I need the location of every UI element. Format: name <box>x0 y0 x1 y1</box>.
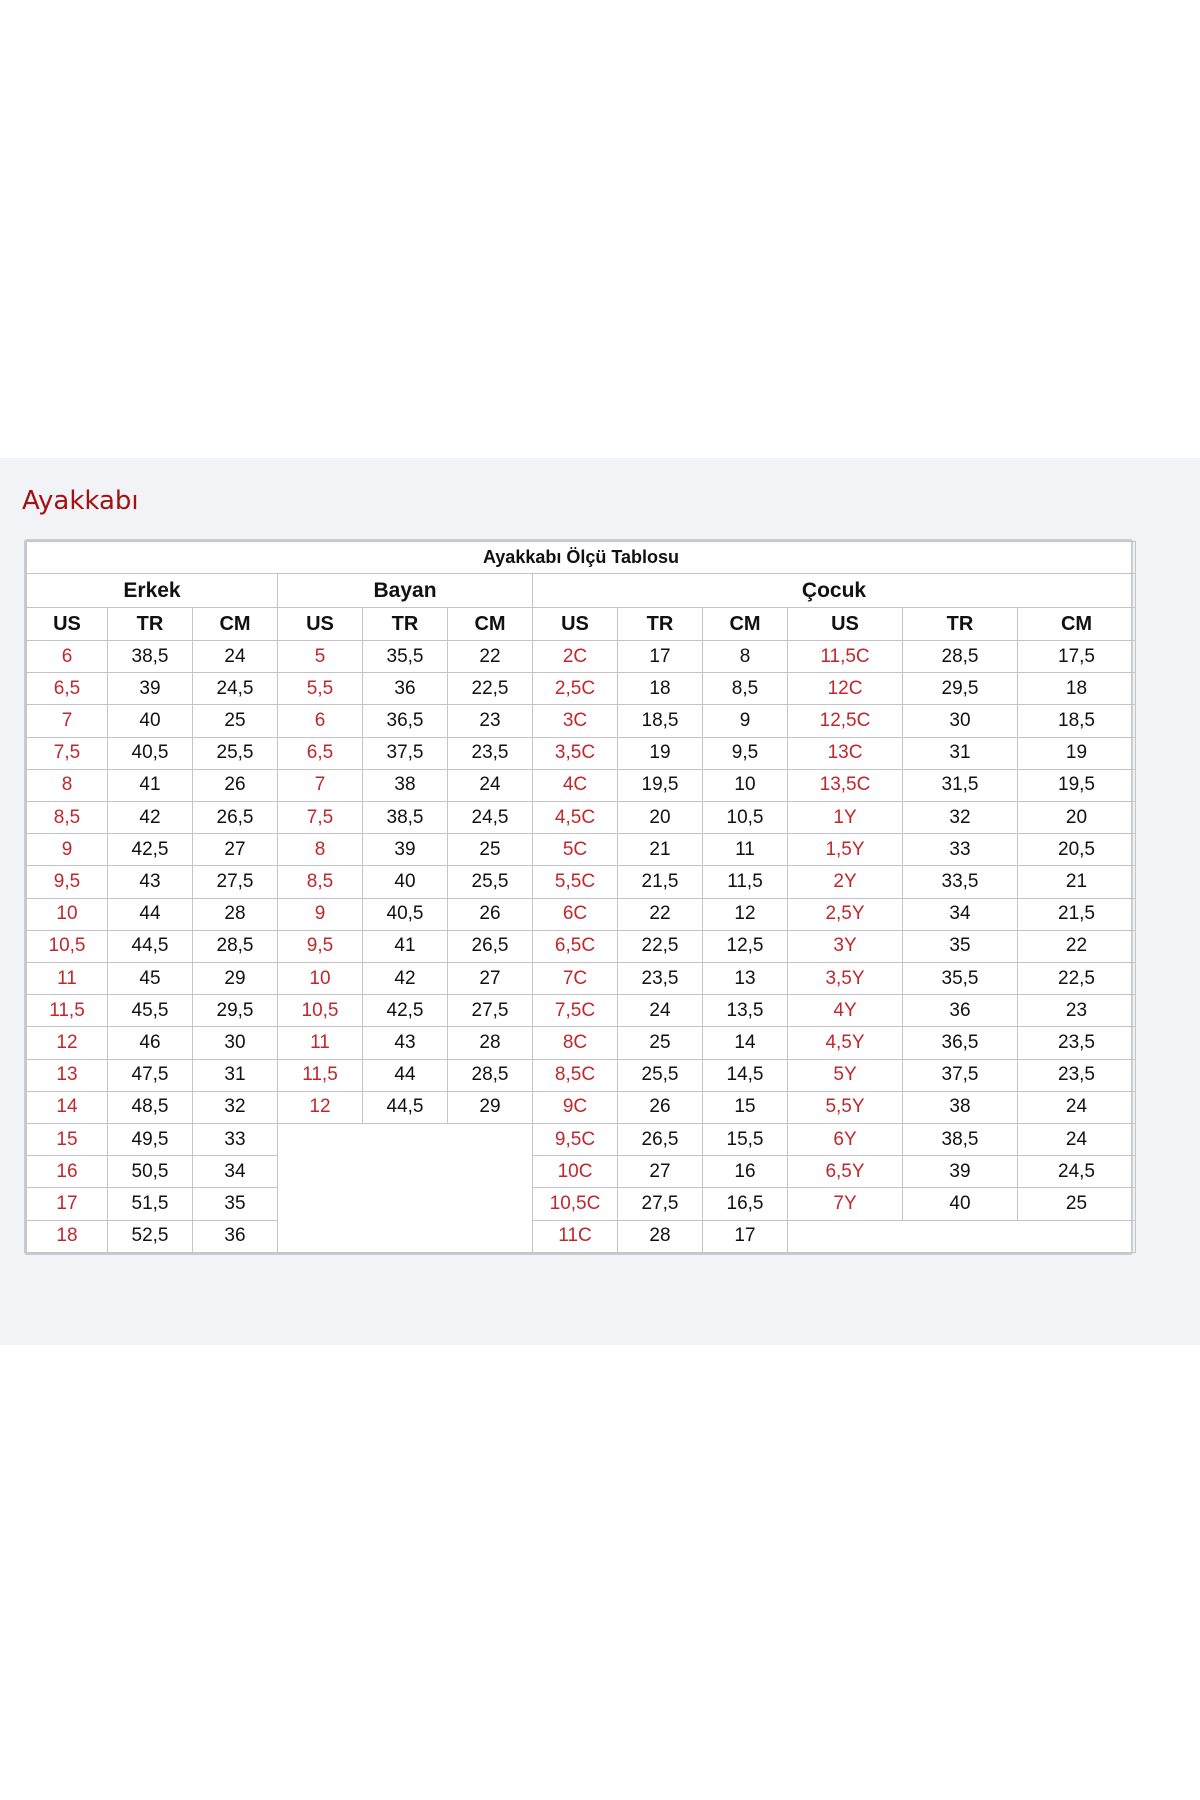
cocuk-2-tr-cell: 33 <box>903 834 1018 866</box>
bayan-us-cell: 10,5 <box>278 995 363 1027</box>
cocuk-1-cm-cell: 15,5 <box>703 1124 788 1156</box>
erkek-us-cell: 6,5 <box>27 673 108 705</box>
bayan-tr-cell: 42,5 <box>363 995 448 1027</box>
erkek-us-cell: 10,5 <box>27 930 108 962</box>
cocuk-2-us-cell: 6Y <box>788 1124 903 1156</box>
cocuk-2-us-cell: 13,5C <box>788 769 903 801</box>
cocuk-1-tr-cell: 22,5 <box>618 930 703 962</box>
bayan-us-cell: 5,5 <box>278 673 363 705</box>
cocuk-2-cm-cell: 17,5 <box>1018 641 1136 673</box>
cocuk-1-us-cell: 2C <box>533 641 618 673</box>
empty-area <box>788 1220 1136 1252</box>
erkek-cm-cell: 34 <box>193 1156 278 1188</box>
bayan-tr-cell: 44 <box>363 1059 448 1091</box>
erkek-cm-cell: 24 <box>193 641 278 673</box>
cocuk-1-us-cell: 7,5C <box>533 995 618 1027</box>
cocuk-1-tr-cell: 23,5 <box>618 963 703 995</box>
erkek-us-cell: 11 <box>27 963 108 995</box>
erkek-tr-cell: 50,5 <box>108 1156 193 1188</box>
erkek-tr-cell: 42 <box>108 802 193 834</box>
table-row <box>27 930 1136 962</box>
erkek-tr-cell: 46 <box>108 1027 193 1059</box>
cocuk-2-us-cell: 4,5Y <box>788 1027 903 1059</box>
cocuk-2-tr-cell: 35,5 <box>903 963 1018 995</box>
bayan-cm-cell: 23 <box>448 705 533 737</box>
bayan-us-cell: 10 <box>278 963 363 995</box>
erkek-cm-cell: 31 <box>193 1059 278 1091</box>
erkek-cm-cell: 25,5 <box>193 737 278 769</box>
cocuk-2-cm-cell: 21 <box>1018 866 1136 898</box>
erkek-us-cell: 7,5 <box>27 737 108 769</box>
cocuk-2-tr-cell: 39 <box>903 1156 1018 1188</box>
table-title: Ayakkabı Ölçü Tablosu <box>27 542 1136 574</box>
cocuk-2-tr-cell: 31 <box>903 737 1018 769</box>
table-row <box>27 866 1136 898</box>
size-table <box>26 541 1136 1253</box>
cocuk-1-tr-cell: 18,5 <box>618 705 703 737</box>
cocuk-1-tr-cell: 22 <box>618 898 703 930</box>
bayan-cm-cell: 24,5 <box>448 802 533 834</box>
cocuk-1-tr-cell: 19,5 <box>618 769 703 801</box>
cocuk-2-tr-cell: 31,5 <box>903 769 1018 801</box>
cocuk-2-us-cell: 5Y <box>788 1059 903 1091</box>
erkek-us-cell: 13 <box>27 1059 108 1091</box>
bayan-tr-cell: 38 <box>363 769 448 801</box>
cocuk-1-tr-cell: 17 <box>618 641 703 673</box>
erkek-tr-cell: 44 <box>108 898 193 930</box>
erkek-tr-cell: 42,5 <box>108 834 193 866</box>
cocuk-1-tr-cell: 26 <box>618 1091 703 1123</box>
cocuk-2-us-cell: 2Y <box>788 866 903 898</box>
bayan-tr-cell: 40,5 <box>363 898 448 930</box>
cocuk-2-cm-cell: 24 <box>1018 1124 1136 1156</box>
bayan-us-cell: 8 <box>278 834 363 866</box>
table-row <box>27 1091 1136 1123</box>
col-header-cocuk-2-cm: CM <box>1018 608 1136 641</box>
cocuk-1-cm-cell: 14,5 <box>703 1059 788 1091</box>
cocuk-2-cm-cell: 25 <box>1018 1188 1136 1220</box>
cocuk-2-tr-cell: 29,5 <box>903 673 1018 705</box>
erkek-us-cell: 9 <box>27 834 108 866</box>
page-heading: Ayakkabı <box>22 486 139 516</box>
erkek-cm-cell: 36 <box>193 1220 278 1252</box>
cocuk-1-us-cell: 2,5C <box>533 673 618 705</box>
erkek-us-cell: 16 <box>27 1156 108 1188</box>
cocuk-1-us-cell: 11C <box>533 1220 618 1252</box>
erkek-tr-cell: 41 <box>108 769 193 801</box>
table-row <box>27 641 1136 673</box>
col-header-cocuk-1-tr: TR <box>618 608 703 641</box>
bayan-us-cell: 12 <box>278 1091 363 1123</box>
erkek-tr-cell: 52,5 <box>108 1220 193 1252</box>
erkek-us-cell: 14 <box>27 1091 108 1123</box>
bayan-us-cell: 9 <box>278 898 363 930</box>
bayan-us-cell: 11 <box>278 1027 363 1059</box>
erkek-us-cell: 6 <box>27 641 108 673</box>
cocuk-1-tr-cell: 20 <box>618 802 703 834</box>
cocuk-2-cm-cell: 19,5 <box>1018 769 1136 801</box>
cocuk-1-us-cell: 7C <box>533 963 618 995</box>
erkek-cm-cell: 35 <box>193 1188 278 1220</box>
bayan-us-cell: 5 <box>278 641 363 673</box>
cocuk-2-tr-cell: 40 <box>903 1188 1018 1220</box>
bayan-cm-cell: 27 <box>448 963 533 995</box>
erkek-cm-cell: 33 <box>193 1124 278 1156</box>
cocuk-2-us-cell: 1,5Y <box>788 834 903 866</box>
bayan-cm-cell: 27,5 <box>448 995 533 1027</box>
col-header-cocuk-2-tr: TR <box>903 608 1018 641</box>
cocuk-2-cm-cell: 20,5 <box>1018 834 1136 866</box>
erkek-tr-cell: 44,5 <box>108 930 193 962</box>
erkek-cm-cell: 26,5 <box>193 802 278 834</box>
cocuk-1-us-cell: 3C <box>533 705 618 737</box>
cocuk-1-tr-cell: 26,5 <box>618 1124 703 1156</box>
erkek-tr-cell: 38,5 <box>108 641 193 673</box>
erkek-tr-cell: 40,5 <box>108 737 193 769</box>
cocuk-2-cm-cell: 19 <box>1018 737 1136 769</box>
bayan-us-cell: 7,5 <box>278 802 363 834</box>
erkek-cm-cell: 27 <box>193 834 278 866</box>
cocuk-1-tr-cell: 18 <box>618 673 703 705</box>
table-row <box>27 898 1136 930</box>
bayan-us-cell: 6,5 <box>278 737 363 769</box>
erkek-us-cell: 11,5 <box>27 995 108 1027</box>
erkek-us-cell: 18 <box>27 1220 108 1252</box>
empty-area <box>278 1124 533 1253</box>
cocuk-2-us-cell: 2,5Y <box>788 898 903 930</box>
cocuk-2-tr-cell: 28,5 <box>903 641 1018 673</box>
bayan-us-cell: 6 <box>278 705 363 737</box>
bayan-us-cell: 8,5 <box>278 866 363 898</box>
cocuk-1-cm-cell: 16 <box>703 1156 788 1188</box>
bayan-tr-cell: 43 <box>363 1027 448 1059</box>
group-cocuk: Çocuk <box>533 574 1136 608</box>
table-row <box>27 963 1136 995</box>
cocuk-2-us-cell: 12C <box>788 673 903 705</box>
erkek-us-cell: 17 <box>27 1188 108 1220</box>
cocuk-1-us-cell: 10C <box>533 1156 618 1188</box>
erkek-tr-cell: 39 <box>108 673 193 705</box>
cocuk-2-us-cell: 6,5Y <box>788 1156 903 1188</box>
bayan-cm-cell: 29 <box>448 1091 533 1123</box>
cocuk-1-us-cell: 6C <box>533 898 618 930</box>
bayan-tr-cell: 35,5 <box>363 641 448 673</box>
table-row <box>27 769 1136 801</box>
cocuk-2-cm-cell: 18 <box>1018 673 1136 705</box>
cocuk-1-cm-cell: 11,5 <box>703 866 788 898</box>
erkek-us-cell: 8,5 <box>27 802 108 834</box>
cocuk-2-us-cell: 13C <box>788 737 903 769</box>
bayan-cm-cell: 26 <box>448 898 533 930</box>
erkek-cm-cell: 28,5 <box>193 930 278 962</box>
table-row <box>27 834 1136 866</box>
bayan-tr-cell: 36 <box>363 673 448 705</box>
cocuk-1-us-cell: 8C <box>533 1027 618 1059</box>
table-row <box>27 737 1136 769</box>
bayan-cm-cell: 25 <box>448 834 533 866</box>
cocuk-2-cm-cell: 23,5 <box>1018 1027 1136 1059</box>
table-row <box>27 673 1136 705</box>
cocuk-1-tr-cell: 27 <box>618 1156 703 1188</box>
erkek-tr-cell: 49,5 <box>108 1124 193 1156</box>
bayan-tr-cell: 38,5 <box>363 802 448 834</box>
cocuk-1-tr-cell: 21,5 <box>618 866 703 898</box>
table-row <box>27 1188 1136 1220</box>
col-header-erkek-cm: CM <box>193 608 278 641</box>
erkek-tr-cell: 40 <box>108 705 193 737</box>
cocuk-2-us-cell: 3,5Y <box>788 963 903 995</box>
cocuk-1-cm-cell: 11 <box>703 834 788 866</box>
cocuk-1-tr-cell: 24 <box>618 995 703 1027</box>
cocuk-1-cm-cell: 17 <box>703 1220 788 1252</box>
cocuk-2-tr-cell: 32 <box>903 802 1018 834</box>
cocuk-1-cm-cell: 10 <box>703 769 788 801</box>
cocuk-2-cm-cell: 21,5 <box>1018 898 1136 930</box>
bayan-tr-cell: 44,5 <box>363 1091 448 1123</box>
cocuk-2-us-cell: 7Y <box>788 1188 903 1220</box>
col-header-bayan-tr: TR <box>363 608 448 641</box>
cocuk-1-tr-cell: 19 <box>618 737 703 769</box>
table-row <box>27 705 1136 737</box>
table-row <box>27 1220 1136 1252</box>
bayan-cm-cell: 22,5 <box>448 673 533 705</box>
cocuk-2-us-cell: 12,5C <box>788 705 903 737</box>
cocuk-2-tr-cell: 37,5 <box>903 1059 1018 1091</box>
col-header-bayan-cm: CM <box>448 608 533 641</box>
erkek-tr-cell: 47,5 <box>108 1059 193 1091</box>
cocuk-2-tr-cell: 36,5 <box>903 1027 1018 1059</box>
erkek-cm-cell: 30 <box>193 1027 278 1059</box>
cocuk-1-us-cell: 6,5C <box>533 930 618 962</box>
erkek-us-cell: 7 <box>27 705 108 737</box>
cocuk-2-tr-cell: 34 <box>903 898 1018 930</box>
erkek-cm-cell: 29 <box>193 963 278 995</box>
cocuk-2-us-cell: 4Y <box>788 995 903 1027</box>
cocuk-1-us-cell: 9C <box>533 1091 618 1123</box>
cocuk-1-tr-cell: 25,5 <box>618 1059 703 1091</box>
erkek-tr-cell: 51,5 <box>108 1188 193 1220</box>
bayan-cm-cell: 24 <box>448 769 533 801</box>
bayan-tr-cell: 36,5 <box>363 705 448 737</box>
erkek-tr-cell: 45,5 <box>108 995 193 1027</box>
cocuk-1-cm-cell: 8 <box>703 641 788 673</box>
col-header-cocuk-2-us: US <box>788 608 903 641</box>
size-chart-table <box>24 539 1133 1255</box>
cocuk-1-tr-cell: 27,5 <box>618 1188 703 1220</box>
cocuk-1-cm-cell: 10,5 <box>703 802 788 834</box>
erkek-us-cell: 9,5 <box>27 866 108 898</box>
cocuk-1-us-cell: 3,5C <box>533 737 618 769</box>
cocuk-1-cm-cell: 16,5 <box>703 1188 788 1220</box>
cocuk-2-us-cell: 1Y <box>788 802 903 834</box>
table-row <box>27 802 1136 834</box>
erkek-cm-cell: 25 <box>193 705 278 737</box>
cocuk-2-cm-cell: 22 <box>1018 930 1136 962</box>
cocuk-1-us-cell: 9,5C <box>533 1124 618 1156</box>
cocuk-1-tr-cell: 25 <box>618 1027 703 1059</box>
bayan-tr-cell: 40 <box>363 866 448 898</box>
cocuk-1-cm-cell: 12,5 <box>703 930 788 962</box>
bayan-us-cell: 9,5 <box>278 930 363 962</box>
cocuk-1-us-cell: 4,5C <box>533 802 618 834</box>
bayan-tr-cell: 39 <box>363 834 448 866</box>
cocuk-2-us-cell: 11,5C <box>788 641 903 673</box>
col-header-cocuk-1-cm: CM <box>703 608 788 641</box>
erkek-us-cell: 8 <box>27 769 108 801</box>
bayan-us-cell: 7 <box>278 769 363 801</box>
col-header-erkek-tr: TR <box>108 608 193 641</box>
cocuk-1-cm-cell: 9,5 <box>703 737 788 769</box>
cocuk-1-us-cell: 10,5C <box>533 1188 618 1220</box>
cocuk-1-us-cell: 5,5C <box>533 866 618 898</box>
cocuk-2-tr-cell: 36 <box>903 995 1018 1027</box>
cocuk-1-us-cell: 4C <box>533 769 618 801</box>
cocuk-2-cm-cell: 24,5 <box>1018 1156 1136 1188</box>
cocuk-2-cm-cell: 18,5 <box>1018 705 1136 737</box>
cocuk-1-tr-cell: 21 <box>618 834 703 866</box>
table-row <box>27 1156 1136 1188</box>
cocuk-2-tr-cell: 38,5 <box>903 1124 1018 1156</box>
table-row <box>27 1027 1136 1059</box>
table-row <box>27 995 1136 1027</box>
col-header-erkek-us: US <box>27 608 108 641</box>
cocuk-1-cm-cell: 13 <box>703 963 788 995</box>
cocuk-2-cm-cell: 23,5 <box>1018 1059 1136 1091</box>
erkek-us-cell: 12 <box>27 1027 108 1059</box>
erkek-us-cell: 15 <box>27 1124 108 1156</box>
group-erkek: Erkek <box>27 574 278 608</box>
col-header-cocuk-1-us: US <box>533 608 618 641</box>
bayan-cm-cell: 26,5 <box>448 930 533 962</box>
cocuk-1-us-cell: 8,5C <box>533 1059 618 1091</box>
group-bayan: Bayan <box>278 574 533 608</box>
erkek-cm-cell: 27,5 <box>193 866 278 898</box>
col-header-bayan-us: US <box>278 608 363 641</box>
erkek-cm-cell: 26 <box>193 769 278 801</box>
cocuk-1-cm-cell: 9 <box>703 705 788 737</box>
cocuk-2-cm-cell: 20 <box>1018 802 1136 834</box>
erkek-cm-cell: 29,5 <box>193 995 278 1027</box>
cocuk-2-tr-cell: 35 <box>903 930 1018 962</box>
cocuk-1-cm-cell: 13,5 <box>703 995 788 1027</box>
erkek-tr-cell: 48,5 <box>108 1091 193 1123</box>
cocuk-1-us-cell: 5C <box>533 834 618 866</box>
cocuk-2-cm-cell: 24 <box>1018 1091 1136 1123</box>
erkek-cm-cell: 24,5 <box>193 673 278 705</box>
cocuk-1-cm-cell: 12 <box>703 898 788 930</box>
erkek-tr-cell: 45 <box>108 963 193 995</box>
cocuk-2-tr-cell: 30 <box>903 705 1018 737</box>
erkek-us-cell: 10 <box>27 898 108 930</box>
cocuk-1-tr-cell: 28 <box>618 1220 703 1252</box>
cocuk-1-cm-cell: 14 <box>703 1027 788 1059</box>
cocuk-2-tr-cell: 33,5 <box>903 866 1018 898</box>
bayan-tr-cell: 41 <box>363 930 448 962</box>
cocuk-2-tr-cell: 38 <box>903 1091 1018 1123</box>
bayan-cm-cell: 28 <box>448 1027 533 1059</box>
cocuk-2-cm-cell: 22,5 <box>1018 963 1136 995</box>
cocuk-2-cm-cell: 23 <box>1018 995 1136 1027</box>
cocuk-1-cm-cell: 15 <box>703 1091 788 1123</box>
bayan-cm-cell: 28,5 <box>448 1059 533 1091</box>
cocuk-1-cm-cell: 8,5 <box>703 673 788 705</box>
erkek-cm-cell: 28 <box>193 898 278 930</box>
bayan-cm-cell: 25,5 <box>448 866 533 898</box>
bayan-cm-cell: 22 <box>448 641 533 673</box>
table-row <box>27 1124 1136 1156</box>
cocuk-2-us-cell: 3Y <box>788 930 903 962</box>
erkek-tr-cell: 43 <box>108 866 193 898</box>
table-row <box>27 1059 1136 1091</box>
bayan-tr-cell: 42 <box>363 963 448 995</box>
erkek-cm-cell: 32 <box>193 1091 278 1123</box>
bayan-us-cell: 11,5 <box>278 1059 363 1091</box>
cocuk-2-us-cell: 5,5Y <box>788 1091 903 1123</box>
bayan-tr-cell: 37,5 <box>363 737 448 769</box>
bayan-cm-cell: 23,5 <box>448 737 533 769</box>
